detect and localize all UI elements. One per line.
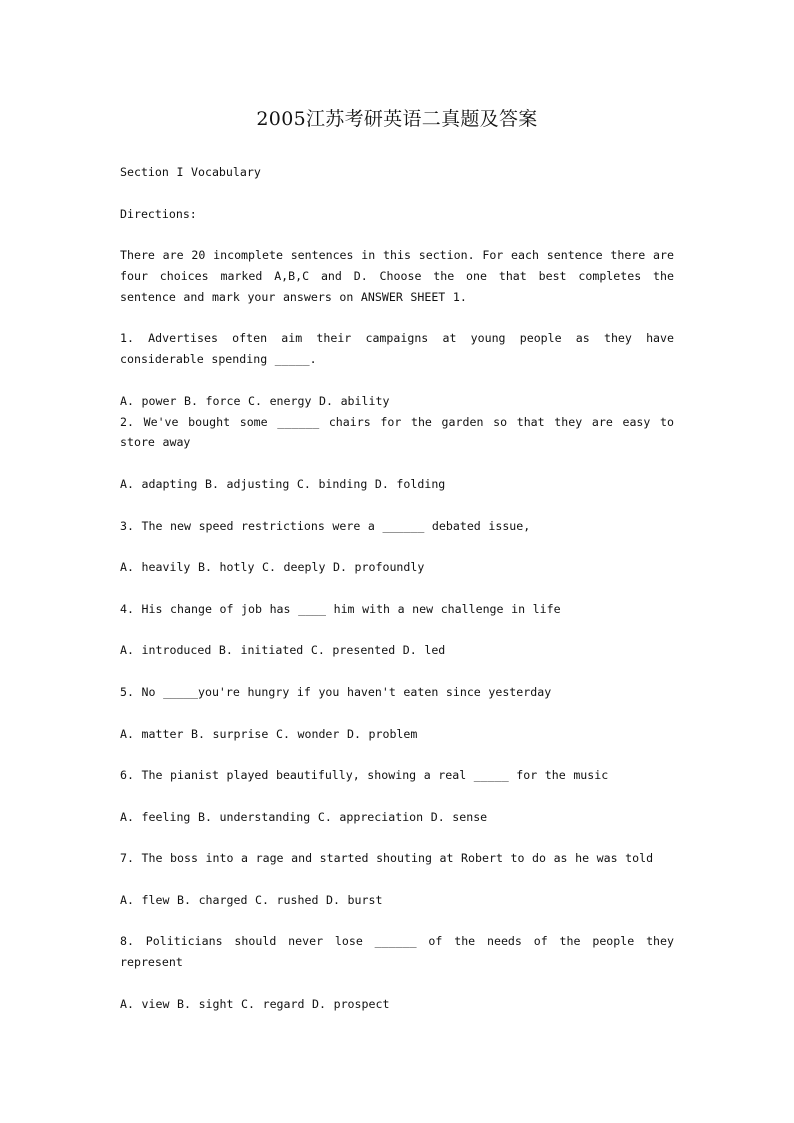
question-3-text: 3. The new speed restrictions were a ______ debated issue, bbox=[120, 518, 531, 533]
section-heading: Section I Vocabulary bbox=[120, 165, 261, 179]
question-1-options: A. power B. force C. energy D. ability bbox=[120, 393, 390, 408]
question-5-text: 5. No _____you're hungry if you haven't eaten since yesterday bbox=[120, 684, 552, 699]
question-2-options: A. adapting B. adjusting C. binding D. folding bbox=[120, 476, 446, 491]
question-8-text: 8. Politicians should never lose ______ of the needs of the people they represent bbox=[120, 934, 674, 970]
directions-text: There are 20 incomplete sentences in this section. For each sentence there are four choices marked A,B,C and D. Choose the one that best completes the sentence and mark your answers on ANSWER SHEET 1. bbox=[120, 248, 674, 304]
question-4-text: 4. His change of job has ____ him with a new challenge in life bbox=[120, 601, 561, 616]
question-7-text: 7. The boss into a rage and started shouting at Robert to do as he was told bbox=[120, 851, 654, 866]
question-7-options: A. flew B. charged C. rushed D. burst bbox=[120, 892, 383, 907]
question-1-text: 1. Advertises often aim their campaigns at young people as they have considerable spending _____. bbox=[120, 331, 674, 367]
question-5-options: A. matter B. surprise C. wonder D. problem bbox=[120, 726, 418, 741]
question-6-text: 6. The pianist played beautifully, showing a real _____ for the music bbox=[120, 768, 609, 783]
document-title: 2005江苏考研英语二真题及答案 bbox=[256, 108, 538, 130]
question-6-options: A. feeling B. understanding C. appreciation D. sense bbox=[120, 809, 488, 824]
question-3-options: A. heavily B. hotly C. deeply D. profoundly bbox=[120, 560, 425, 575]
question-8-options: A. view B. sight C. regard D. prospect bbox=[120, 996, 390, 1011]
question-2-text: 2. We've bought some ______ chairs for the garden so that they are easy to store away bbox=[120, 414, 674, 450]
directions-label: Directions: bbox=[120, 206, 197, 221]
question-4-options: A. introduced B. initiated C. presented D. led bbox=[120, 643, 446, 658]
document-body bbox=[120, 162, 674, 1035]
